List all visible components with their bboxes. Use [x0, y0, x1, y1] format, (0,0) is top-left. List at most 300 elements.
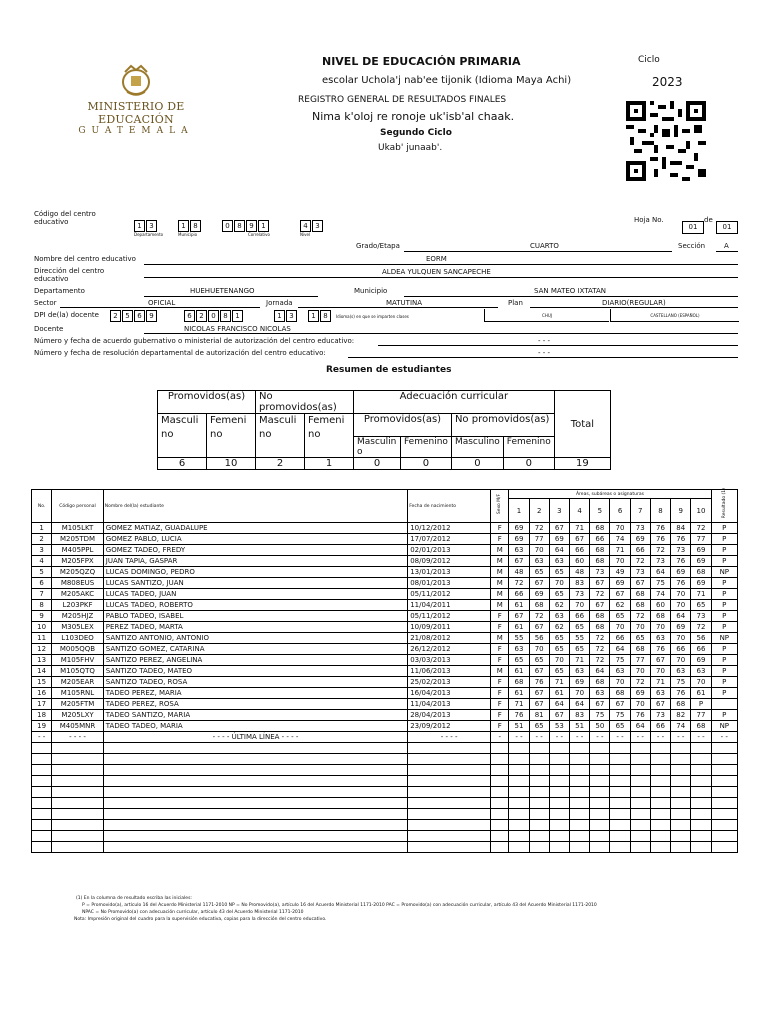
empty-cell [610, 820, 630, 831]
row-grade: 63 [529, 556, 549, 567]
empty-cell [491, 776, 509, 787]
row-grade: 60 [650, 600, 670, 611]
table-row [32, 699, 738, 710]
empty-cell [630, 831, 650, 842]
idiomas-label: Idioma(s) en que se imparten clases [336, 314, 409, 319]
row-grade: 70 [630, 699, 650, 710]
row-sexo: M [491, 545, 509, 556]
row-no: 17 [32, 699, 52, 710]
row-grade: 55 [509, 633, 529, 644]
empty-cell [570, 776, 590, 787]
empty-cell [610, 754, 630, 765]
empty-cell [671, 776, 691, 787]
empty-cell [32, 820, 52, 831]
row-grade: 70 [549, 578, 569, 589]
row-codigo: M205FTM [52, 699, 104, 710]
resumen-no-promovidos: No promovidos(as) [256, 391, 354, 414]
row-grade: 61 [549, 688, 569, 699]
last-row-codigo: - - - - [52, 732, 104, 743]
row-grade: 63 [549, 556, 569, 567]
empty-cell [529, 787, 549, 798]
codigo-digit: 0 [222, 220, 233, 232]
footnotes [76, 895, 597, 923]
empty-cell [103, 754, 407, 765]
row-grade: 81 [529, 710, 549, 721]
row-grade: 61 [509, 666, 529, 677]
codigo-digit: 9 [246, 220, 257, 232]
empty-cell [650, 765, 670, 776]
row-grade: 63 [610, 666, 630, 677]
empty-cell [590, 743, 610, 754]
row-resultado: P [711, 710, 737, 721]
resumen-noprom-fem: Femenino [305, 414, 354, 458]
row-no: 1 [32, 523, 52, 534]
row-grade: 68 [691, 721, 711, 732]
empty-cell [549, 765, 569, 776]
last-row-dash: - - [711, 732, 737, 743]
last-row-dash: - - [671, 732, 691, 743]
row-grade: 73 [650, 710, 670, 721]
empty-cell [509, 776, 529, 787]
row-no: 3 [32, 545, 52, 556]
row-grade: 70 [610, 622, 630, 633]
row-fecha: 11/04/2011 [408, 600, 491, 611]
row-grade: 65 [549, 644, 569, 655]
docente-value: NICOLAS FRANCISCO NICOLAS [184, 325, 291, 333]
row-resultado: P [691, 699, 711, 710]
empty-cell [671, 842, 691, 853]
empty-cell [650, 776, 670, 787]
nombre-label: Nombre del centro educativo [34, 255, 136, 263]
codigo-sub-muni: Municipio [178, 232, 198, 237]
empty-cell [103, 798, 407, 809]
row-grade: 48 [570, 567, 590, 578]
codigo-digit: 8 [234, 220, 245, 232]
row-grade: 69 [610, 578, 630, 589]
empty-cell [529, 743, 549, 754]
empty-row [32, 842, 738, 853]
row-grade: 66 [650, 721, 670, 732]
row-grade: 68 [671, 699, 691, 710]
empty-cell [408, 787, 491, 798]
row-resultado: P [711, 523, 737, 534]
row-grade: 70 [671, 655, 691, 666]
row-grade: 64 [610, 644, 630, 655]
row-grade: 72 [590, 633, 610, 644]
empty-cell [32, 787, 52, 798]
row-codigo: M205TDM [52, 534, 104, 545]
resumen-title: Resumen de estudiantes [326, 365, 452, 375]
empty-cell [671, 809, 691, 820]
row-grade: 73 [570, 589, 590, 600]
col-resultado-label: Resultado (1) [721, 487, 727, 518]
resumen-ad-prom-masc: Masculino [354, 437, 401, 458]
row-codigo: M105FHV [52, 655, 104, 666]
resumen-adecuacion: Adecuación curricular [354, 391, 555, 414]
dpi-digit: 8 [220, 310, 231, 322]
depto-label: Departamento [34, 287, 85, 295]
codigo-sub-correlativo: Correlativo [248, 232, 270, 237]
row-fecha: 02/01/2013 [408, 545, 491, 556]
row-grade: 63 [509, 644, 529, 655]
row-nombre: SANTIZO TADEO, MATEO [103, 666, 407, 677]
row-resultado: P [711, 688, 737, 699]
empty-cell [610, 831, 630, 842]
row-grade: 77 [630, 655, 650, 666]
row-grade: 68 [590, 677, 610, 688]
row-grade: 49 [610, 567, 630, 578]
resumen-value: 1 [305, 458, 354, 470]
row-grade: 70 [549, 655, 569, 666]
empty-row [32, 831, 738, 842]
dpi-digit: 8 [320, 310, 331, 322]
row-grade: 74 [671, 721, 691, 732]
row-grade: 82 [671, 710, 691, 721]
plan-value: DIARIO(REGULAR) [602, 299, 666, 307]
row-grade: 72 [590, 655, 610, 666]
row-grade: 64 [630, 721, 650, 732]
last-row-nombre: - - - - ÚLTIMA LÍNEA - - - - [103, 732, 407, 743]
empty-cell [408, 765, 491, 776]
row-grade: 76 [671, 688, 691, 699]
ministry-logo [56, 62, 216, 136]
row-no: 15 [32, 677, 52, 688]
row-nombre: TADEO SANTIZO, MARIA [103, 710, 407, 721]
row-grade: 65 [529, 567, 549, 578]
row-resultado: P [711, 644, 737, 655]
empty-cell [650, 842, 670, 853]
empty-cell [671, 765, 691, 776]
muni-label: Municipio [354, 287, 388, 295]
row-fecha: 10/09/2011 [408, 622, 491, 633]
row-grade: 66 [691, 644, 711, 655]
empty-cell [630, 765, 650, 776]
direccion-label: Dirección del centro educativo [34, 267, 105, 283]
row-grade: 72 [529, 611, 549, 622]
empty-cell [671, 820, 691, 831]
row-fecha: 13/01/2013 [408, 567, 491, 578]
empty-cell [590, 787, 610, 798]
row-fecha: 08/09/2012 [408, 556, 491, 567]
row-grade: 60 [570, 556, 590, 567]
row-grade: 63 [590, 688, 610, 699]
codigo-digit: 3 [146, 220, 157, 232]
plan-label: Plan [508, 299, 523, 307]
empty-cell [570, 820, 590, 831]
row-grade: 67 [630, 578, 650, 589]
row-grade: 69 [671, 622, 691, 633]
table-row [32, 666, 738, 677]
row-grade: 75 [610, 710, 630, 721]
last-row-no: - - [32, 732, 52, 743]
empty-cell [549, 798, 569, 809]
resumen-prom-masc: Masculino [158, 414, 207, 458]
dpi-digit: 1 [308, 310, 319, 322]
row-no: 18 [32, 710, 52, 721]
row-grade: 74 [650, 589, 670, 600]
table-row [32, 677, 738, 688]
empty-cell [52, 820, 104, 831]
empty-cell [630, 743, 650, 754]
empty-cell [103, 809, 407, 820]
col-fecha: Fecha de nacimiento [408, 490, 491, 523]
empty-cell [691, 787, 711, 798]
row-grade: 68 [630, 600, 650, 611]
row-nombre: TADEO TADEO, MARIA [103, 721, 407, 732]
row-grade: 61 [509, 622, 529, 633]
row-grade: 83 [570, 710, 590, 721]
empty-cell [408, 754, 491, 765]
row-grade: 61 [691, 688, 711, 699]
row-grade: 68 [610, 688, 630, 699]
empty-row [32, 765, 738, 776]
empty-cell [630, 776, 650, 787]
row-grade: 73 [630, 567, 650, 578]
row-codigo: M205AKC [52, 589, 104, 600]
col-nombre: Nombre del(la) estudiante [103, 490, 407, 523]
empty-cell [32, 743, 52, 754]
empty-row [32, 809, 738, 820]
row-grade: 75 [650, 578, 670, 589]
resumen-ad-promovidos: Promovidos(as) [354, 414, 452, 437]
resumen-promovidos: Promovidos(as) [158, 391, 256, 414]
row-grade: 73 [630, 523, 650, 534]
row-sexo: F [491, 611, 509, 622]
empty-cell [509, 743, 529, 754]
empty-cell [671, 743, 691, 754]
row-fecha: 03/03/2013 [408, 655, 491, 666]
empty-cell [570, 798, 590, 809]
empty-cell [711, 809, 737, 820]
row-grade: 69 [671, 567, 691, 578]
resumen-prom-fem: Femenino [207, 414, 256, 458]
table-row [32, 523, 738, 534]
table-row [32, 556, 738, 567]
row-fecha: 16/04/2013 [408, 688, 491, 699]
empty-cell [610, 776, 630, 787]
row-grade: 72 [691, 523, 711, 534]
resumen-noprom-masc: Masculino [256, 414, 305, 458]
empty-cell [630, 754, 650, 765]
row-grade: 65 [549, 666, 569, 677]
empty-cell [529, 842, 549, 853]
row-no: 5 [32, 567, 52, 578]
row-resultado: P [711, 589, 737, 600]
empty-cell [650, 787, 670, 798]
empty-cell [570, 787, 590, 798]
last-row-dash: - - [549, 732, 569, 743]
sector-value: OFICIAL [148, 299, 176, 307]
dpi-digit: 1 [232, 310, 243, 322]
empty-cell [408, 776, 491, 787]
row-grade: 67 [610, 699, 630, 710]
dpi-group-4 [308, 310, 332, 329]
row-sexo: M [491, 567, 509, 578]
row-grade: 64 [549, 545, 569, 556]
seccion-value: A [724, 242, 729, 250]
resumen-value: 2 [256, 458, 305, 470]
resumen-ad-no-promovidos: No promovidos(as) [451, 414, 554, 437]
codigo-sub-depto: Departamento [134, 232, 164, 237]
row-codigo: M205HJZ [52, 611, 104, 622]
row-grade: 65 [509, 655, 529, 666]
empty-cell [650, 831, 670, 842]
row-grade: 62 [610, 600, 630, 611]
row-grade: 67 [509, 611, 529, 622]
empty-cell [691, 798, 711, 809]
row-fecha: 11/06/2013 [408, 666, 491, 677]
empty-cell [711, 765, 737, 776]
last-row-fecha: - - - - [408, 732, 491, 743]
empty-cell [671, 831, 691, 842]
row-nombre: SANTIZO PEREZ, ANGELINA [103, 655, 407, 666]
codigo-digit: 8 [190, 220, 201, 232]
empty-cell [509, 787, 529, 798]
dpi-digit: 2 [196, 310, 207, 322]
empty-cell [711, 743, 737, 754]
empty-cell [691, 754, 711, 765]
empty-cell [103, 765, 407, 776]
seccion-label: Sección [678, 242, 706, 250]
empty-cell [103, 776, 407, 787]
empty-cell [711, 831, 737, 842]
empty-cell [491, 820, 509, 831]
row-grade: 70 [529, 545, 549, 556]
resumen-ad-prom-fem: Femenino [401, 437, 452, 458]
row-grade: 64 [590, 666, 610, 677]
row-grade: 72 [509, 578, 529, 589]
table-row [32, 655, 738, 666]
row-grade: 61 [509, 688, 529, 699]
table-row [32, 644, 738, 655]
empty-cell [509, 798, 529, 809]
empty-cell [549, 754, 569, 765]
row-resultado: P [711, 545, 737, 556]
empty-cell [610, 743, 630, 754]
dpi-digit: 2 [110, 310, 121, 322]
row-no: 13 [32, 655, 52, 666]
row-codigo: M405MNR [52, 721, 104, 732]
empty-cell [650, 798, 670, 809]
row-nombre: GOMEZ TADEO, FREDY [103, 545, 407, 556]
resumen-table [157, 390, 611, 470]
empty-cell [32, 776, 52, 787]
direccion-value: ALDEA YULQUEN SANCAPECHE [382, 268, 491, 276]
row-grade: 76 [671, 556, 691, 567]
row-nombre: GOMEZ PABLO, LUCIA [103, 534, 407, 545]
last-row-dash: - - [529, 732, 549, 743]
row-grade: 65 [630, 633, 650, 644]
last-row-dash: - - [610, 732, 630, 743]
resumen-ad-noprom-fem: Femenino [503, 437, 554, 458]
row-nombre: TADEO PEREZ, ROSA [103, 699, 407, 710]
codigo-label: Código del centro educativo [34, 210, 96, 226]
row-sexo: M [491, 589, 509, 600]
codigo-digit: 1 [178, 220, 189, 232]
docente-label: Docente [34, 325, 64, 333]
row-grade: 71 [549, 677, 569, 688]
row-grade: 66 [590, 534, 610, 545]
escolar-label: escolar [322, 75, 358, 86]
row-nombre: LUCAS DOMINGO, PEDRO [103, 567, 407, 578]
empty-cell [408, 809, 491, 820]
row-grade: 72 [630, 611, 650, 622]
resumen-value: 10 [207, 458, 256, 470]
row-grade: 53 [549, 721, 569, 732]
empty-cell [650, 754, 670, 765]
row-fecha: 11/04/2013 [408, 699, 491, 710]
row-grade: 65 [529, 721, 549, 732]
last-row-dash: - - [650, 732, 670, 743]
row-nombre: SANTIZO ANTONIO, ANTONIO [103, 633, 407, 644]
row-no: 12 [32, 644, 52, 655]
row-codigo: M105LKT [52, 523, 104, 534]
row-grade: 70 [610, 523, 630, 534]
empty-cell [610, 787, 630, 798]
table-row [32, 589, 738, 600]
empty-cell [590, 820, 610, 831]
row-grade: 72 [529, 523, 549, 534]
empty-cell [711, 776, 737, 787]
empty-cell [691, 842, 711, 853]
empty-cell [549, 776, 569, 787]
row-fecha: 28/04/2013 [408, 710, 491, 721]
empty-cell [103, 787, 407, 798]
row-grade: 73 [691, 611, 711, 622]
resumen-ad-noprom-masc: Masculino [451, 437, 503, 458]
empty-cell [711, 798, 737, 809]
row-resultado: P [711, 677, 737, 688]
row-grade: 72 [691, 622, 711, 633]
row-grade: 69 [630, 534, 650, 545]
empty-cell [570, 842, 590, 853]
row-fecha: 08/01/2013 [408, 578, 491, 589]
row-fecha: 17/07/2012 [408, 534, 491, 545]
row-grade: 65 [529, 655, 549, 666]
row-grade: 66 [630, 545, 650, 556]
empty-cell [408, 842, 491, 853]
dpi-digit: 3 [286, 310, 297, 322]
row-sexo: M [491, 600, 509, 611]
col-areas: Áreas, subáreas o asignaturas [509, 490, 711, 499]
empty-cell [711, 842, 737, 853]
hoja-value: 01 [682, 221, 704, 234]
registro-maya: Nima k'oloj re ronoje uk'isb'al chaak. [312, 110, 515, 123]
row-nombre: SANTIZO GOMEZ, CATARINA [103, 644, 407, 655]
empty-cell [570, 809, 590, 820]
resolucion-label: Número y fecha de resolución departamental de autorización del centro educativo: [34, 349, 326, 357]
row-grade: 68 [590, 545, 610, 556]
empty-cell [630, 798, 650, 809]
row-resultado: NP [711, 567, 737, 578]
row-grade: 68 [529, 600, 549, 611]
row-fecha: 05/11/2012 [408, 589, 491, 600]
table-row [32, 611, 738, 622]
jornada-label: Jornada [266, 299, 293, 307]
empty-cell [52, 787, 104, 798]
row-grade: 67 [529, 622, 549, 633]
empty-cell [549, 842, 569, 853]
ciclo-label: Ciclo [638, 55, 660, 65]
row-grade: 72 [630, 677, 650, 688]
row-resultado: P [711, 556, 737, 567]
empty-cell [491, 754, 509, 765]
empty-cell [491, 787, 509, 798]
col-no: No. [32, 490, 52, 523]
row-grade: 72 [590, 589, 610, 600]
row-grade: 67 [570, 534, 590, 545]
row-grade: 83 [570, 578, 590, 589]
